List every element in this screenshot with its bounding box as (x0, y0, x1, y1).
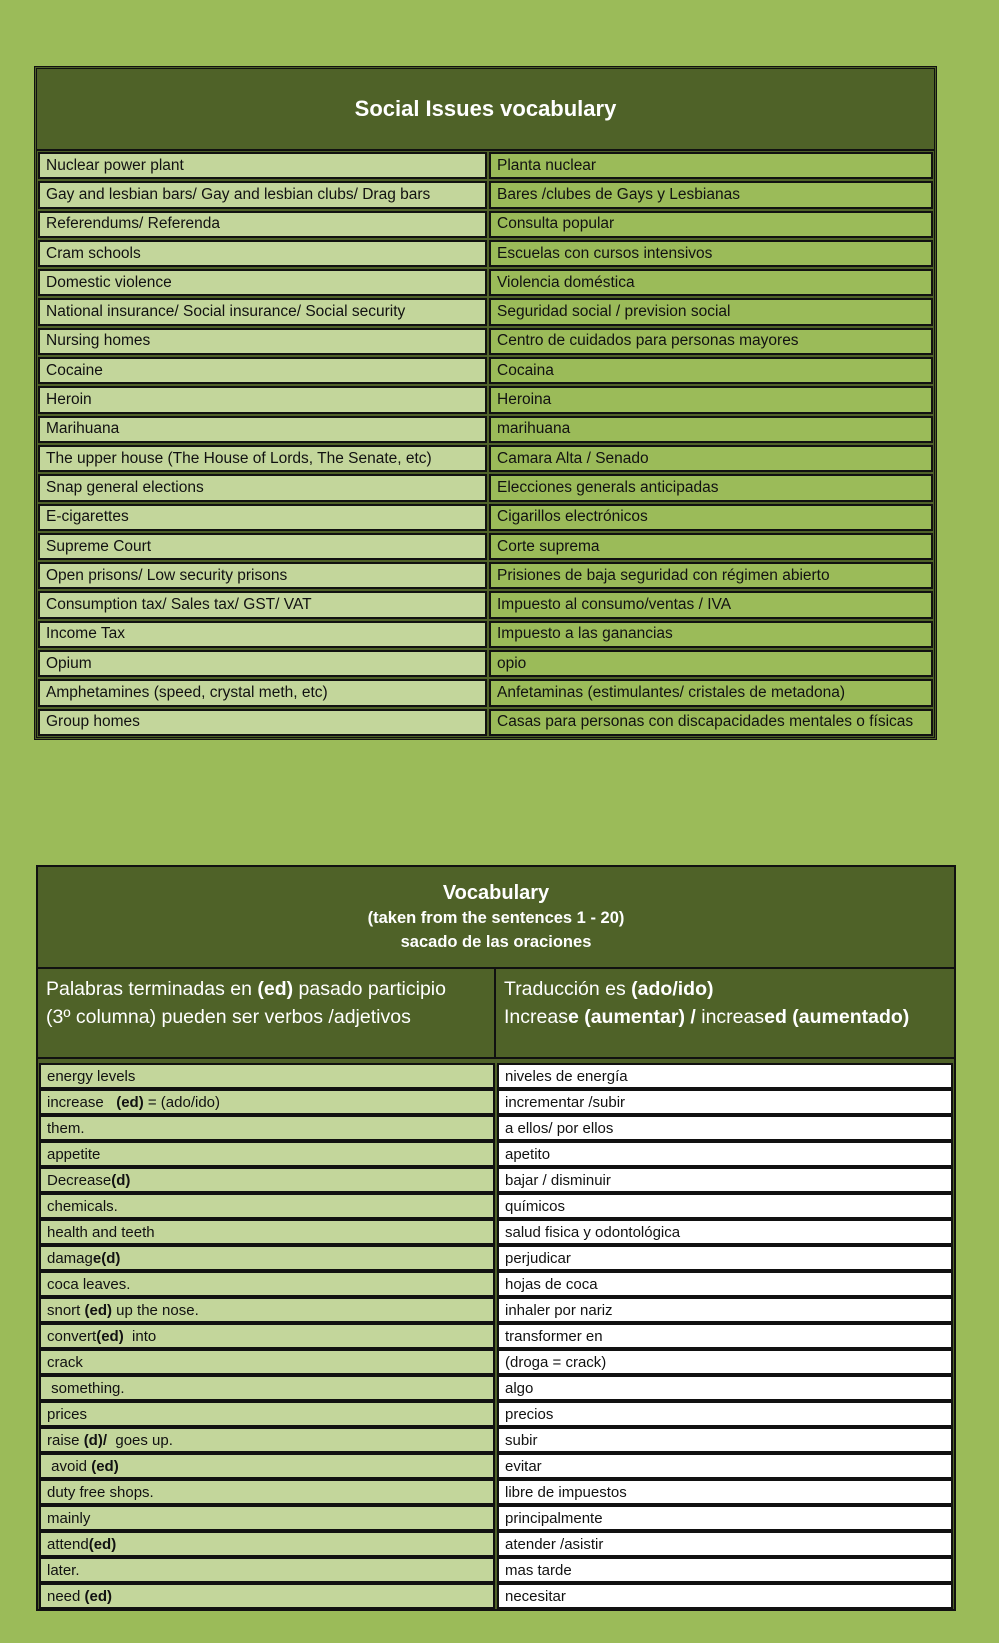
table-row (37, 327, 934, 356)
term-english: Cocaine (38, 357, 487, 384)
word-english (39, 1583, 495, 1609)
term-spanish: Cigarillos electrónicos (489, 504, 933, 531)
term-spanish: opio (489, 650, 933, 677)
social-issues-title: Social Issues vocabulary (37, 69, 934, 151)
word-part: (ed) (96, 1327, 124, 1345)
social-issues-body (37, 151, 934, 737)
term-english: Nuclear power plant (38, 152, 487, 179)
term-spanish: Corte suprema (489, 533, 933, 560)
word-spanish: principalmente (497, 1505, 953, 1531)
word-english (39, 1349, 495, 1375)
term-english: Open prisons/ Low security prisons (38, 562, 487, 589)
term-english: Consumption tax/ Sales tax/ GST/ VAT (38, 591, 487, 618)
term-spanish: Centro de cuidados para personas mayores (489, 328, 933, 355)
term-spanish: Violencia doméstica (489, 269, 933, 296)
term-english: Cram schools (38, 240, 487, 267)
header-text: Traducción es (504, 978, 632, 1000)
table-row (37, 678, 934, 707)
word-spanish: precios (497, 1401, 953, 1427)
word-part: energy levels (47, 1067, 136, 1085)
word-spanish: perjudicar (497, 1245, 953, 1271)
header-left-line (46, 1003, 486, 1031)
word-english (39, 1167, 495, 1193)
table-row (38, 1271, 954, 1297)
word-spanish: incrementar /subir (497, 1089, 953, 1115)
table-row (38, 1141, 954, 1167)
table-row (38, 1349, 954, 1375)
table-row (38, 1115, 954, 1141)
header-text: ed (aumentado) (764, 1006, 910, 1028)
term-spanish: Camara Alta / Senado (489, 445, 933, 472)
term-english: Snap general elections (38, 474, 487, 501)
table-row (37, 385, 934, 414)
term-spanish: Heroina (489, 386, 933, 413)
header-text: (ed) (257, 978, 294, 1000)
header-right-line (504, 1003, 946, 1031)
term-english: Opium (38, 650, 487, 677)
header-right-line (504, 975, 946, 1003)
word-part: goes up. (107, 1431, 173, 1449)
word-english (39, 1271, 495, 1297)
table-row (37, 503, 934, 532)
word-part: = (ado/ido) (143, 1093, 220, 1111)
term-spanish: Bares /clubes de Gays y Lesbianas (489, 181, 933, 208)
term-spanish: Seguridad social / prevision social (489, 298, 933, 325)
vocabulary-subtitle-2: sacado de las oraciones (400, 933, 592, 951)
table-row (37, 297, 934, 326)
term-spanish: Planta nuclear (489, 152, 933, 179)
table-row (37, 444, 934, 473)
word-spanish: (droga = crack) (497, 1349, 953, 1375)
table-row (38, 1531, 954, 1557)
table-row (37, 532, 934, 561)
table-row (38, 1297, 954, 1323)
word-part: crack (47, 1353, 83, 1371)
table-row (38, 1323, 954, 1349)
word-english (39, 1141, 495, 1167)
table-row (37, 210, 934, 239)
word-part: need (47, 1587, 85, 1605)
word-english (39, 1375, 495, 1401)
term-spanish: Consulta popular (489, 211, 933, 238)
header-left-line (46, 975, 486, 1003)
term-english: Income Tax (38, 621, 487, 648)
word-spanish: bajar / disminuir (497, 1167, 953, 1193)
term-english: Heroin (38, 386, 487, 413)
term-spanish: Prisiones de baja seguridad con régimen abierto (489, 562, 933, 589)
vocabulary-body (38, 1059, 954, 1609)
header-text: (ado/ido) (631, 978, 714, 1000)
table-row (37, 180, 934, 209)
word-part: (ed) (91, 1457, 119, 1475)
table-row (38, 1427, 954, 1453)
vocabulary-title-block (38, 867, 954, 969)
word-part: (d) (111, 1171, 131, 1189)
term-spanish: Impuesto a las ganancias (489, 621, 933, 648)
table-row (37, 151, 934, 180)
word-part: duty free shops. (47, 1483, 154, 1501)
word-spanish: niveles de energía (497, 1063, 953, 1089)
word-english (39, 1505, 495, 1531)
word-part: Decrease (47, 1171, 112, 1189)
header-text: pasado participio (293, 978, 446, 1000)
word-part: (ed) (84, 1587, 113, 1605)
word-part: (ed) (116, 1093, 144, 1111)
word-part: them. (47, 1119, 85, 1137)
vocabulary-title: Vocabulary (442, 882, 550, 904)
header-text: e (aumentar) / (567, 1006, 702, 1028)
term-english: Gay and lesbian bars/ Gay and lesbian clubs/ Drag bars (38, 181, 487, 208)
word-part: avoid (47, 1457, 92, 1475)
term-english: National insurance/ Social insurance/ Social security (38, 298, 487, 325)
word-part: increase (47, 1093, 117, 1111)
table-row (38, 1557, 954, 1583)
term-spanish: Escuelas con cursos intensivos (489, 240, 933, 267)
term-english: Group homes (38, 709, 487, 736)
vocabulary-table (36, 865, 956, 1611)
word-part: appetite (47, 1145, 101, 1163)
word-english (39, 1115, 495, 1141)
table-row (38, 1167, 954, 1193)
word-spanish: hojas de coca (497, 1271, 953, 1297)
term-english: Domestic violence (38, 269, 487, 296)
term-english: Marihuana (38, 416, 487, 443)
word-part: later. (47, 1561, 80, 1579)
term-spanish: Impuesto al consumo/ventas / IVA (489, 591, 933, 618)
table-row (38, 1089, 954, 1115)
word-english (39, 1557, 495, 1583)
word-part: convert (47, 1327, 97, 1345)
table-row (37, 708, 934, 737)
word-part: (ed) (88, 1535, 117, 1553)
word-part: health and teeth (47, 1223, 155, 1241)
word-part: attend (47, 1535, 89, 1553)
word-part: (d)/ (83, 1431, 108, 1449)
vocabulary-header-row (38, 969, 954, 1059)
table-row (37, 268, 934, 297)
term-spanish: marihuana (489, 416, 933, 443)
word-part: mainly (47, 1509, 91, 1527)
word-part: raise (47, 1431, 84, 1449)
word-spanish: evitar (497, 1453, 953, 1479)
word-spanish: químicos (497, 1193, 953, 1219)
word-spanish: mas tarde (497, 1557, 953, 1583)
word-english (39, 1427, 495, 1453)
word-english (39, 1063, 495, 1089)
word-english (39, 1297, 495, 1323)
word-part: chemicals. (47, 1197, 118, 1215)
word-spanish: salud fisica y odontológica (497, 1219, 953, 1245)
word-part: (ed) (84, 1301, 113, 1319)
header-text: (3º columna) pueden ser verbos /adjetivos (46, 1006, 411, 1028)
table-row (37, 620, 934, 649)
table-row (38, 1583, 954, 1609)
vocabulary-header-left (38, 969, 496, 1057)
table-row (37, 415, 934, 444)
word-spanish: subir (497, 1427, 953, 1453)
social-issues-table (34, 66, 937, 740)
term-english: Referendums/ Referenda (38, 211, 487, 238)
word-spanish: libre de impuestos (497, 1479, 953, 1505)
word-spanish: algo (497, 1375, 953, 1401)
word-english (39, 1453, 495, 1479)
word-english (39, 1531, 495, 1557)
word-spanish: transformer en (497, 1323, 953, 1349)
word-part: something. (47, 1379, 125, 1397)
header-text: increas (701, 1006, 765, 1028)
header-text: Palabras terminadas en (46, 978, 258, 1000)
header-text: Increas (504, 1006, 568, 1028)
term-spanish: Elecciones generals anticipadas (489, 474, 933, 501)
word-english (39, 1219, 495, 1245)
word-part: up the nose. (112, 1301, 199, 1319)
table-row (38, 1245, 954, 1271)
word-spanish: apetito (497, 1141, 953, 1167)
table-row (38, 1063, 954, 1089)
term-english: Amphetamines (speed, crystal meth, etc) (38, 679, 487, 706)
word-spanish: atender /asistir (497, 1531, 953, 1557)
table-row (37, 239, 934, 268)
word-english (39, 1323, 495, 1349)
word-spanish: a ellos/ por ellos (497, 1115, 953, 1141)
word-part: damag (47, 1249, 93, 1267)
term-english: Nursing homes (38, 328, 487, 355)
table-row (37, 356, 934, 385)
table-row (38, 1453, 954, 1479)
word-spanish: necesitar (497, 1583, 953, 1609)
table-row (38, 1193, 954, 1219)
table-row (37, 561, 934, 590)
word-spanish: inhaler por nariz (497, 1297, 953, 1323)
table-row (38, 1505, 954, 1531)
term-english: The upper house (The House of Lords, The Senate, etc) (38, 445, 487, 472)
term-english: E-cigarettes (38, 504, 487, 531)
word-english (39, 1479, 495, 1505)
word-english (39, 1245, 495, 1271)
table-row (37, 590, 934, 619)
word-part: prices (47, 1405, 88, 1423)
term-spanish: Casas para personas con discapacidades mentales o físicas (489, 709, 933, 736)
table-row (38, 1219, 954, 1245)
term-english: Supreme Court (38, 533, 487, 560)
table-row (37, 473, 934, 502)
table-row (38, 1479, 954, 1505)
table-row (38, 1375, 954, 1401)
term-spanish: Cocaina (489, 357, 933, 384)
table-row (37, 649, 934, 678)
vocabulary-subtitle-1: (taken from the sentences 1 - 20) (367, 909, 625, 927)
term-spanish: Anfetaminas (estimulantes/ cristales de metadona) (489, 679, 933, 706)
word-part: into (123, 1327, 157, 1345)
word-english (39, 1193, 495, 1219)
table-row (38, 1401, 954, 1427)
word-english (39, 1089, 495, 1115)
vocabulary-header-right (496, 969, 954, 1057)
word-part: snort (47, 1301, 85, 1319)
word-english (39, 1401, 495, 1427)
word-part: coca leaves. (47, 1275, 131, 1293)
word-part: e(d) (92, 1249, 121, 1267)
